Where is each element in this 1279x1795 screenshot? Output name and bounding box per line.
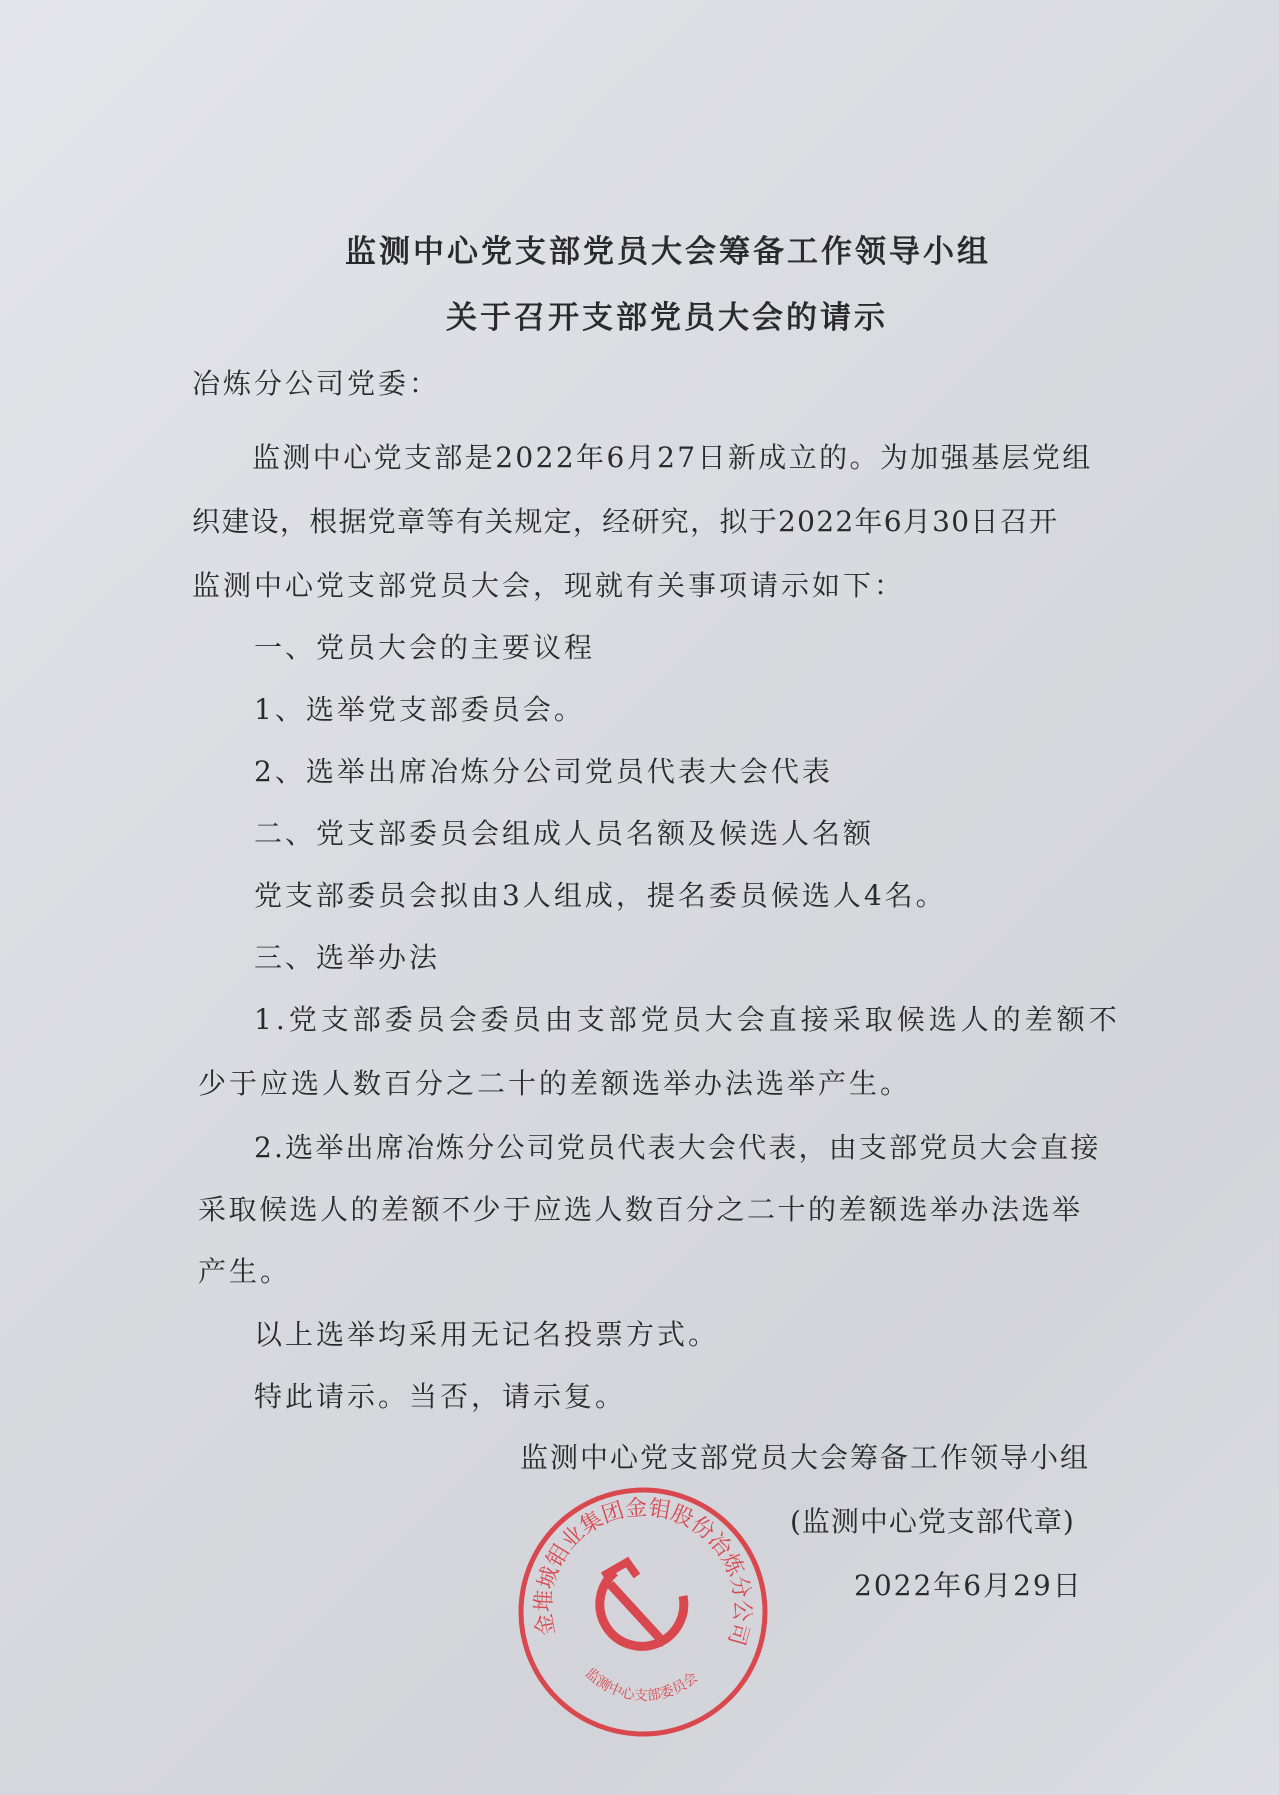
- body-line: 产生。: [198, 1255, 292, 1288]
- signature-org: 监测中心党支部党员大会筹备工作领导小组: [520, 1441, 1091, 1474]
- recipient: 冶炼分公司党委：: [192, 367, 441, 400]
- body-line: 织建设，根据党章等有关规定，经研究，拟于2022年6月30日召开: [192, 505, 1059, 538]
- body-line: 采取候选人的差额不少于应选人数百分之二十的差额选举办法选举: [198, 1193, 1083, 1226]
- signature-seal-note: (监测中心党支部代章): [790, 1505, 1075, 1538]
- body-line: 党支部委员会拟由3人组成，提名委员候选人4名。: [254, 879, 947, 912]
- body-line: 监测中心党支部是2022年6月27日新成立的。为加强基层党组: [252, 441, 1093, 474]
- body-line: 1.党支部委员会委员由支部党员大会直接采取候选人的差额不: [254, 1003, 1121, 1036]
- svg-text:金堆城钼业集团金钼股份冶炼分公司: 金堆城钼业集团金钼股份冶炼分公司: [531, 1495, 755, 1648]
- party-emblem-icon: [600, 1562, 684, 1646]
- title-line-1: 监测中心党支部党员大会筹备工作领导小组: [345, 234, 991, 270]
- body-line: 监测中心党支部党员大会，现就有关事项请示如下：: [192, 569, 906, 602]
- body-line: 少于应选人数百分之二十的差额选举办法选举产生。: [198, 1067, 912, 1100]
- section-heading: 二、党支部委员会组成人员名额及候选人名额: [254, 817, 875, 850]
- official-seal-stamp: [515, 1484, 771, 1740]
- svg-text:监测中心支部委员会: 监测中心支部委员会: [581, 1665, 702, 1705]
- body-line: 2.选举出席冶炼分公司党员代表大会代表，由支部党员大会直接: [254, 1131, 1101, 1164]
- body-line: 1、选举党支部委员会。: [254, 693, 585, 726]
- title-line-2: 关于召开支部党员大会的请示: [446, 300, 888, 336]
- body-line: 2、选举出席冶炼分公司党员代表大会代表: [254, 755, 833, 788]
- body-line: 特此请示。当否，请示复。: [254, 1380, 627, 1413]
- section-heading: 三、选举办法: [254, 941, 441, 974]
- signature-date: 2022年6月29日: [854, 1569, 1083, 1602]
- section-heading: 一、党员大会的主要议程: [254, 631, 596, 664]
- body-line: 以上选举均采用无记名投票方式。: [254, 1318, 720, 1351]
